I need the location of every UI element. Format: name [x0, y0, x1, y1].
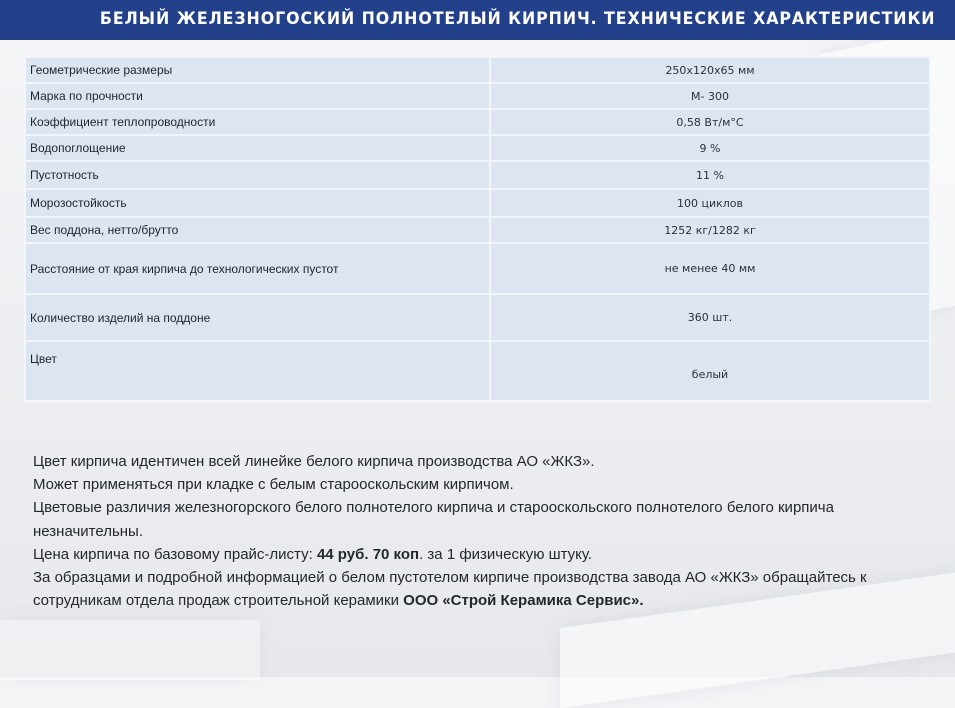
spec-param: Расстояние от края кирпича до технологических пустот — [25, 243, 490, 294]
spec-param: Пустотность — [25, 161, 490, 189]
company-name: ООО «Строй Керамика Сервис». — [403, 592, 644, 610]
table-row — [25, 109, 930, 135]
price-suffix: . за 1 физическую штуку. — [419, 545, 593, 563]
spec-value: М- 300 — [490, 83, 930, 109]
price-value: 44 руб. 70 коп — [316, 545, 420, 563]
spec-param: Количество изделий на поддоне — [25, 294, 490, 341]
specifications-table — [24, 56, 931, 402]
table-row — [25, 83, 930, 109]
spec-param: Коэффициент теплопроводности — [25, 109, 490, 135]
spec-param: Морозостойкость — [25, 189, 490, 217]
spec-value: 250х120х65 мм — [490, 57, 930, 83]
contact-line — [33, 566, 913, 612]
spec-param: Марка по прочности — [25, 83, 490, 109]
table-row — [25, 243, 930, 294]
table-row — [25, 161, 930, 189]
spec-value: 9 % — [490, 135, 930, 161]
spec-value: 1252 кг/1282 кг — [490, 217, 930, 243]
description-line: Цветовые различия железногорского белого полнотелого кирпича и старооскольского полнотелого белого кирпича незначительны. — [33, 499, 834, 540]
table-row — [25, 294, 930, 341]
spec-param: Цвет — [25, 341, 490, 401]
description-line: Цвет кирпича идентичен всей линейке белого кирпича производства АО «ЖКЗ». — [33, 453, 595, 470]
spec-value: не менее 40 мм — [490, 243, 930, 294]
price-line — [33, 543, 913, 566]
background-brick-decoration — [0, 620, 260, 680]
spec-value: белый — [490, 341, 930, 401]
spec-value: 360 шт. — [490, 294, 930, 341]
table-row — [25, 341, 930, 401]
page-title: БЕЛЫЙ ЖЕЛЕЗНОГОСКИЙ ПОЛНОТЕЛЫЙ КИРПИЧ. ТЕХНИЧЕСКИЕ ХАРАКТЕРИСТИКИ — [99, 9, 935, 29]
description-line: Может применяться при кладке с белым старооскольским кирпичом. — [33, 476, 514, 494]
spec-value: 100 циклов — [490, 189, 930, 217]
table-row — [25, 189, 930, 217]
spec-value: 11 % — [490, 161, 930, 189]
product-description — [33, 450, 913, 612]
spec-param: Вес поддона, нетто/брутто — [25, 217, 490, 243]
page-header — [0, 0, 955, 40]
table-row — [25, 57, 930, 83]
contact-prefix: За образцами и подробной информацией о белом пустотелом кирпиче производства завода АО «ЖКЗ» обращайтесь к сотрудникам отдела продаж строительной керамики — [33, 569, 867, 610]
spec-value: 0,58 Вт/м°С — [490, 109, 930, 135]
price-prefix: Цена кирпича по базовому прайс-листу: — [33, 545, 317, 563]
spec-param: Геометрические размеры — [25, 57, 490, 83]
spec-param: Водопоглощение — [25, 135, 490, 161]
table-row — [25, 217, 930, 243]
table-row — [25, 135, 930, 161]
